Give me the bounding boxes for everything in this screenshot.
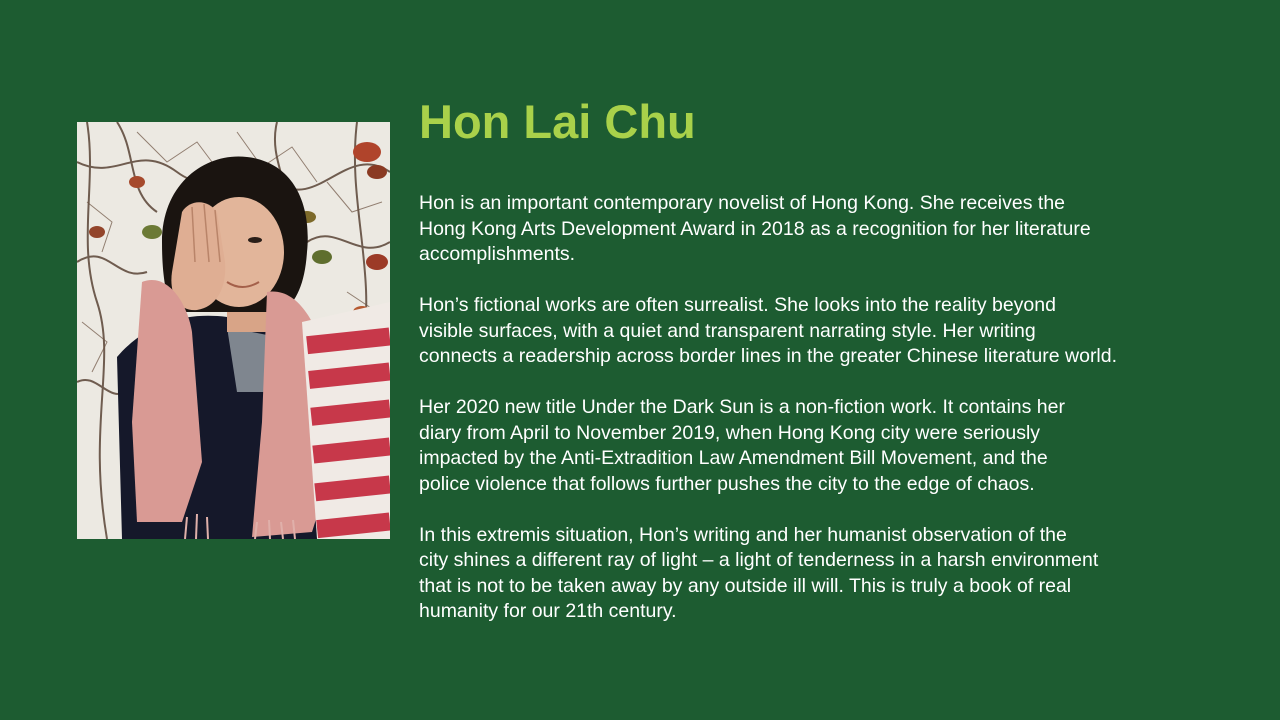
paragraph-line: city shines a different ray of light – a light of tenderness in a harsh environment	[419, 549, 1099, 571]
paragraph-line: humanity for our 21th century.	[419, 600, 677, 622]
paragraph-line: Hong Kong Arts Development Award in 2018 as a recognition for her literature	[419, 217, 1091, 240]
paragraph-line: impacted by the Anti-Extradition Law Amendment Bill Movement, and the	[419, 447, 1048, 469]
paragraph-line: visible surfaces, with a quiet and transparent narrating style. Her writing	[419, 319, 1036, 342]
paragraph-line: Hon’s fictional works are often surrealist. She looks into the reality beyond	[419, 294, 1056, 316]
paragraph-line: In this extremis situation, Hon’s writing and her humanist observation of the	[419, 523, 1067, 546]
paragraph-award	[419, 191, 1259, 268]
page-title: Hon Lai Chu	[419, 95, 696, 148]
paragraph-line: connects a readership across border lines in the greater Chinese literature world.	[419, 345, 1118, 367]
paragraph-line: Her 2020 new title Under the Dark Sun is a non-fiction work. It contains her	[419, 396, 1065, 418]
paragraph-line: Hon is an important contemporary novelist of Hong Kong. She receives the	[419, 192, 1066, 214]
paragraph-line: that is not to be taken away by any outside ill will. This is truly a book of real	[419, 574, 1072, 597]
paragraph-conclusion	[419, 523, 1259, 625]
paragraph-new-title	[419, 395, 1259, 497]
paragraph-line: police violence that follows further pushes the city to the edge of chaos.	[419, 472, 1035, 495]
biography-text	[419, 191, 1259, 625]
paragraph-style	[419, 293, 1259, 370]
author-portrait	[77, 122, 390, 539]
portrait-illustration	[77, 122, 390, 539]
paragraph-line: accomplishments.	[419, 243, 576, 265]
paragraph-line: diary from April to November 2019, when Hong Kong city were seriously	[419, 421, 1041, 444]
